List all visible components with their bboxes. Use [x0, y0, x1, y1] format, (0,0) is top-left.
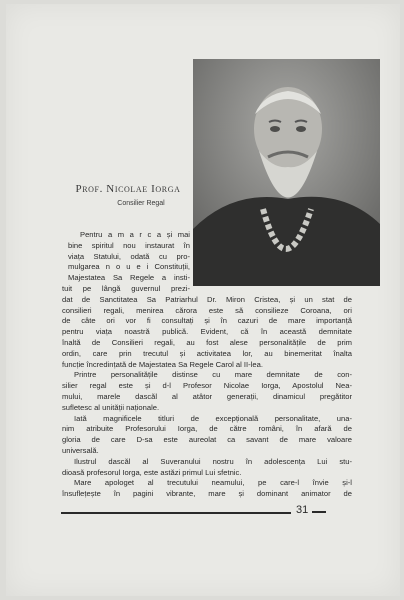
- text-line: viața Statului, odată cu pro-: [68, 251, 190, 261]
- text-line: nim atribuite Profesorului Iorga, de către români, în afară de: [62, 424, 352, 434]
- text-line: înaltă de Consilieri regali, au fost alese personalitățile de prim: [62, 337, 352, 347]
- text-line: universală.: [62, 445, 99, 455]
- text-line: Pentru a m a r c a și mai: [80, 230, 190, 239]
- text-line: tuit pe lângă guvernul prezi-: [62, 284, 190, 293]
- text-line: gloria de care D-sa este aureolat ca savant de mare valoare: [62, 435, 352, 445]
- text-line: Iată magnificele titluri de excepțională personalitate, una-: [74, 413, 352, 423]
- text-line: bine spiritul nou instaurat în: [68, 240, 190, 250]
- text-line: dat de Sanctitatea Sa Patriarhul Dr. Miron Cristea, și un stat de: [62, 294, 352, 304]
- text-line: funcție încredințată de Majestatea Sa Regele Carol al II-lea.: [62, 359, 263, 369]
- text-line: Mare apologet al trecutului neamului, pe care-l învie și-l: [74, 478, 352, 488]
- page-number-dash: [312, 511, 326, 513]
- text-line: consilieri regali, menirea cărora este să consilieze Coroana, ori: [62, 305, 352, 315]
- page-number: 31: [296, 504, 309, 516]
- caption-name: Prof. Nicolae Iorga: [75, 183, 181, 195]
- text-line: însuflețește în pagini vibrante, mare și dominant animator de: [62, 489, 352, 499]
- text-line: Ilustrul dascăl al Suveranului nostru în adolescența Lui stu-: [74, 456, 352, 466]
- text-line: mulgarea n o u e i Constituții,: [68, 262, 190, 272]
- text-line: pentru viața noastră publică. Evident, că în această demnitate: [62, 327, 352, 337]
- body-text-narrow: [68, 230, 190, 284]
- caption-role: Consilier Regal: [117, 200, 165, 207]
- body-text-wide: [62, 284, 352, 500]
- book-page: [6, 4, 400, 596]
- text-line: dioasă profesorul Iorga, este astăzi primul Lui sfetnic.: [62, 467, 242, 477]
- portrait-photo: [193, 59, 380, 286]
- portrait-image: [193, 59, 380, 286]
- text-line: mului, marele dascăl al atâtor generații, dinamicul pregătitor: [62, 391, 352, 401]
- text-line: Majestatea Sa Regele a insti-: [68, 273, 190, 283]
- text-line: ordin, care prin trecutul și activitatea lor, au binemeritat înalta: [62, 348, 352, 358]
- text-line: sufletesc al unității naționale.: [62, 402, 160, 412]
- text-line: Printre personalitățile distinse cu mare demnitate de con-: [74, 370, 352, 380]
- footer-rule: [61, 512, 291, 514]
- text-line: silier regal este și d-l Profesor Nicolae Iorga, Apostolul Nea-: [62, 381, 352, 391]
- text-line: de câte ori vor fi consultați și în cazuri de mare importanță: [62, 316, 352, 326]
